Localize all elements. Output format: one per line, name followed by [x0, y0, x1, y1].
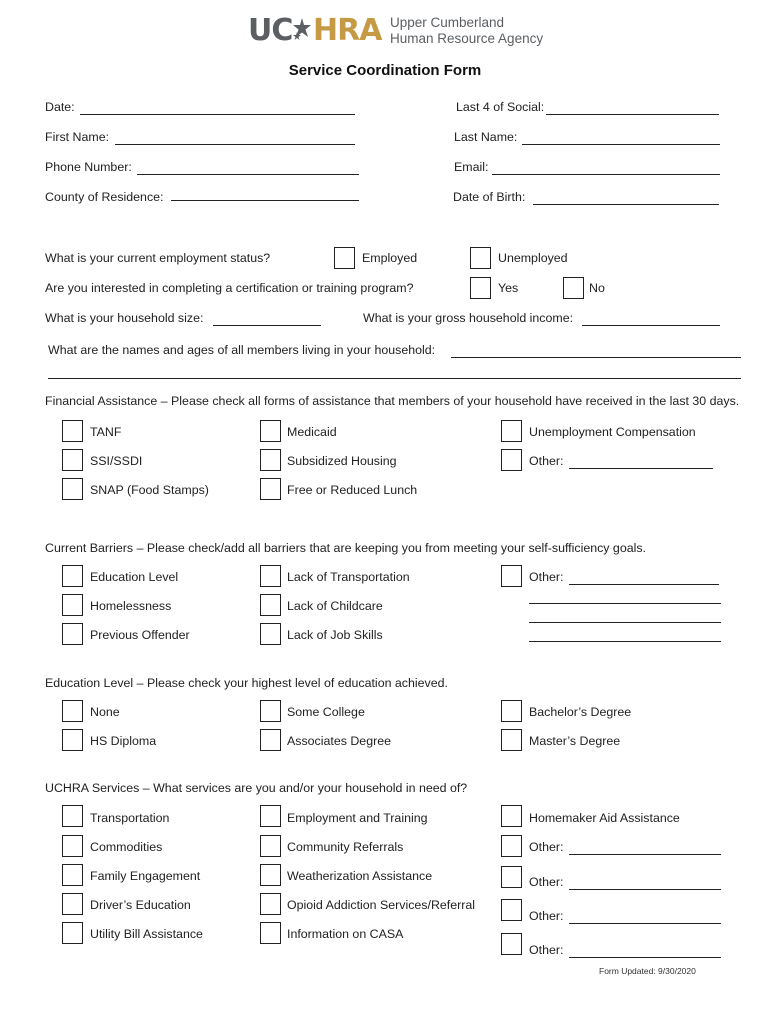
svc-other2-field[interactable]: [569, 889, 721, 890]
education-level-checkbox[interactable]: [62, 565, 83, 587]
email-field[interactable]: [492, 174, 720, 175]
svc-casa-checkbox[interactable]: [260, 922, 281, 944]
homelessness-label: Homelessness: [90, 599, 172, 613]
unemployment-comp-checkbox[interactable]: [501, 420, 522, 442]
svc-transportation-checkbox[interactable]: [62, 805, 83, 827]
training-no-label: No: [589, 281, 605, 295]
previous-offender-checkbox[interactable]: [62, 623, 83, 645]
svc-weatherization-checkbox[interactable]: [260, 864, 281, 886]
employed-label: Employed: [362, 251, 418, 265]
training-yes-checkbox[interactable]: [470, 277, 491, 299]
lack-job-skills-checkbox[interactable]: [260, 623, 281, 645]
last-name-label: Last Name:: [454, 130, 518, 144]
free-lunch-checkbox[interactable]: [260, 478, 281, 500]
form-title: Service Coordination Form: [288, 62, 482, 79]
last4-label: Last 4 of Social:: [456, 100, 545, 114]
edu-bachelors-label: Bachelor’s Degree: [529, 705, 632, 719]
household-size-field[interactable]: [213, 325, 321, 326]
svc-utility-bill-label: Utility Bill Assistance: [90, 927, 203, 941]
household-members-field-line2[interactable]: [48, 378, 741, 379]
svc-homemaker-checkbox[interactable]: [501, 805, 522, 827]
lack-job-skills-label: Lack of Job Skills: [287, 628, 383, 642]
edu-associates-checkbox[interactable]: [260, 729, 281, 751]
date-field[interactable]: [80, 114, 355, 115]
snap-checkbox[interactable]: [62, 478, 83, 500]
svc-commodities-label: Commodities: [90, 840, 163, 854]
svc-transportation-label: Transportation: [90, 811, 170, 825]
phone-field[interactable]: [137, 174, 359, 175]
form-updated-note: Form Updated: 9/30/2020: [599, 966, 696, 976]
date-label: Date:: [45, 100, 75, 114]
training-question: Are you interested in completing a certification or training program?: [45, 281, 414, 295]
edu-none-checkbox[interactable]: [62, 700, 83, 722]
svc-other1-label: Other:: [529, 840, 564, 854]
homelessness-checkbox[interactable]: [62, 594, 83, 616]
svc-opioid-label: Opioid Addiction Services/Referral: [287, 898, 476, 912]
barriers-other-field-line3[interactable]: [529, 622, 721, 623]
svc-opioid-checkbox[interactable]: [260, 893, 281, 915]
medicaid-label: Medicaid: [287, 425, 337, 439]
edu-masters-label: Master’s Degree: [529, 734, 621, 748]
gross-income-field[interactable]: [582, 325, 720, 326]
employed-checkbox[interactable]: [334, 247, 355, 269]
edu-hs-label: HS Diploma: [90, 734, 157, 748]
gross-income-label: What is your gross household income:: [363, 311, 574, 325]
svc-other4-checkbox[interactable]: [501, 933, 522, 955]
barriers-other-field-line2[interactable]: [529, 603, 721, 604]
svc-community-referrals-label: Community Referrals: [287, 840, 404, 854]
unemployed-label: Unemployed: [498, 251, 568, 265]
star-icon: [291, 18, 313, 42]
svc-casa-label: Information on CASA: [287, 927, 404, 941]
free-lunch-label: Free or Reduced Lunch: [287, 483, 418, 497]
ssi-checkbox[interactable]: [62, 449, 83, 471]
training-yes-label: Yes: [498, 281, 519, 295]
lack-transportation-checkbox[interactable]: [260, 565, 281, 587]
svc-other2-checkbox[interactable]: [501, 866, 522, 888]
svc-family-engagement-checkbox[interactable]: [62, 864, 83, 886]
svc-homemaker-label: Homemaker Aid Assistance: [529, 811, 680, 825]
previous-offender-label: Previous Offender: [90, 628, 190, 642]
tanf-label: TANF: [90, 425, 122, 439]
barriers-heading: Current Barriers – Please check/add all barriers that are keeping you from meeting your self-sufficiency goals.: [45, 541, 647, 555]
financial-other-label: Other:: [529, 454, 564, 468]
ssi-label: SSI/SSDI: [90, 454, 143, 468]
subsidized-housing-label: Subsidized Housing: [287, 454, 397, 468]
lack-childcare-label: Lack of Childcare: [287, 599, 383, 613]
last4-field[interactable]: [546, 114, 719, 115]
edu-none-label: None: [90, 705, 120, 719]
svc-other1-checkbox[interactable]: [501, 835, 522, 857]
barriers-other-field-line4[interactable]: [529, 641, 721, 642]
county-label: County of Residence:: [45, 190, 164, 204]
edu-hs-checkbox[interactable]: [62, 729, 83, 751]
household-members-field[interactable]: [451, 357, 741, 358]
logo-line2: Human Resource Agency: [390, 31, 544, 46]
svc-other3-checkbox[interactable]: [501, 899, 522, 921]
edu-some-college-label: Some College: [287, 705, 365, 719]
svc-weatherization-label: Weatherization Assistance: [287, 869, 433, 883]
lack-transportation-label: Lack of Transportation: [287, 570, 410, 584]
first-name-label: First Name:: [45, 130, 110, 144]
dob-label: Date of Birth:: [453, 190, 526, 204]
barriers-other-checkbox[interactable]: [501, 565, 522, 587]
phone-label: Phone Number:: [45, 160, 132, 174]
dob-field[interactable]: [533, 204, 719, 205]
first-name-field[interactable]: [115, 144, 355, 145]
education-level-label: Education Level: [90, 570, 179, 584]
barriers-other-field[interactable]: [569, 584, 719, 585]
svc-other1-field[interactable]: [569, 854, 721, 855]
subsidized-housing-checkbox[interactable]: [260, 449, 281, 471]
financial-heading: Financial Assistance – Please check all forms of assistance that members of your household have received in the last 30 days.: [45, 394, 740, 408]
email-label: Email:: [454, 160, 489, 174]
training-no-checkbox[interactable]: [563, 277, 584, 299]
county-field[interactable]: [171, 200, 359, 201]
svc-drivers-ed-checkbox[interactable]: [62, 893, 83, 915]
svc-employment-checkbox[interactable]: [260, 805, 281, 827]
lack-childcare-checkbox[interactable]: [260, 594, 281, 616]
last-name-field[interactable]: [522, 144, 720, 145]
svc-utility-bill-checkbox[interactable]: [62, 922, 83, 944]
svc-other4-field[interactable]: [569, 957, 721, 958]
barriers-other-label: Other:: [529, 570, 564, 584]
medicaid-checkbox[interactable]: [260, 420, 281, 442]
svc-commodities-checkbox[interactable]: [62, 835, 83, 857]
edu-some-college-checkbox[interactable]: [260, 700, 281, 722]
unemployment-comp-label: Unemployment Compensation: [529, 425, 696, 439]
services-heading: UCHRA Services – What services are you and/or your household in need of?: [45, 781, 468, 795]
household-members-label: What are the names and ages of all members living in your household:: [48, 343, 436, 357]
logo-uc-text: UC: [248, 13, 293, 48]
snap-label: SNAP (Food Stamps): [90, 483, 209, 497]
household-size-label: What is your household size:: [45, 311, 204, 325]
svc-other3-label: Other:: [529, 909, 564, 923]
unemployed-checkbox[interactable]: [470, 247, 491, 269]
tanf-checkbox[interactable]: [62, 420, 83, 442]
svc-employment-label: Employment and Training: [287, 811, 428, 825]
svc-other3-field[interactable]: [569, 923, 721, 924]
financial-other-checkbox[interactable]: [501, 449, 522, 471]
edu-bachelors-checkbox[interactable]: [501, 700, 522, 722]
svc-other2-label: Other:: [529, 875, 564, 889]
svc-family-engagement-label: Family Engagement: [90, 869, 201, 883]
financial-other-field[interactable]: [569, 468, 713, 469]
education-heading: Education Level – Please check your highest level of education achieved.: [45, 676, 448, 690]
edu-associates-label: Associates Degree: [287, 734, 391, 748]
svc-other4-label: Other:: [529, 943, 564, 957]
employment-question: What is your current employment status?: [45, 251, 271, 265]
svc-drivers-ed-label: Driver’s Education: [90, 898, 191, 912]
logo-hra-text: HRA: [313, 13, 382, 48]
edu-masters-checkbox[interactable]: [501, 729, 522, 751]
svc-community-referrals-checkbox[interactable]: [260, 835, 281, 857]
logo-line1: Upper Cumberland: [390, 15, 505, 30]
